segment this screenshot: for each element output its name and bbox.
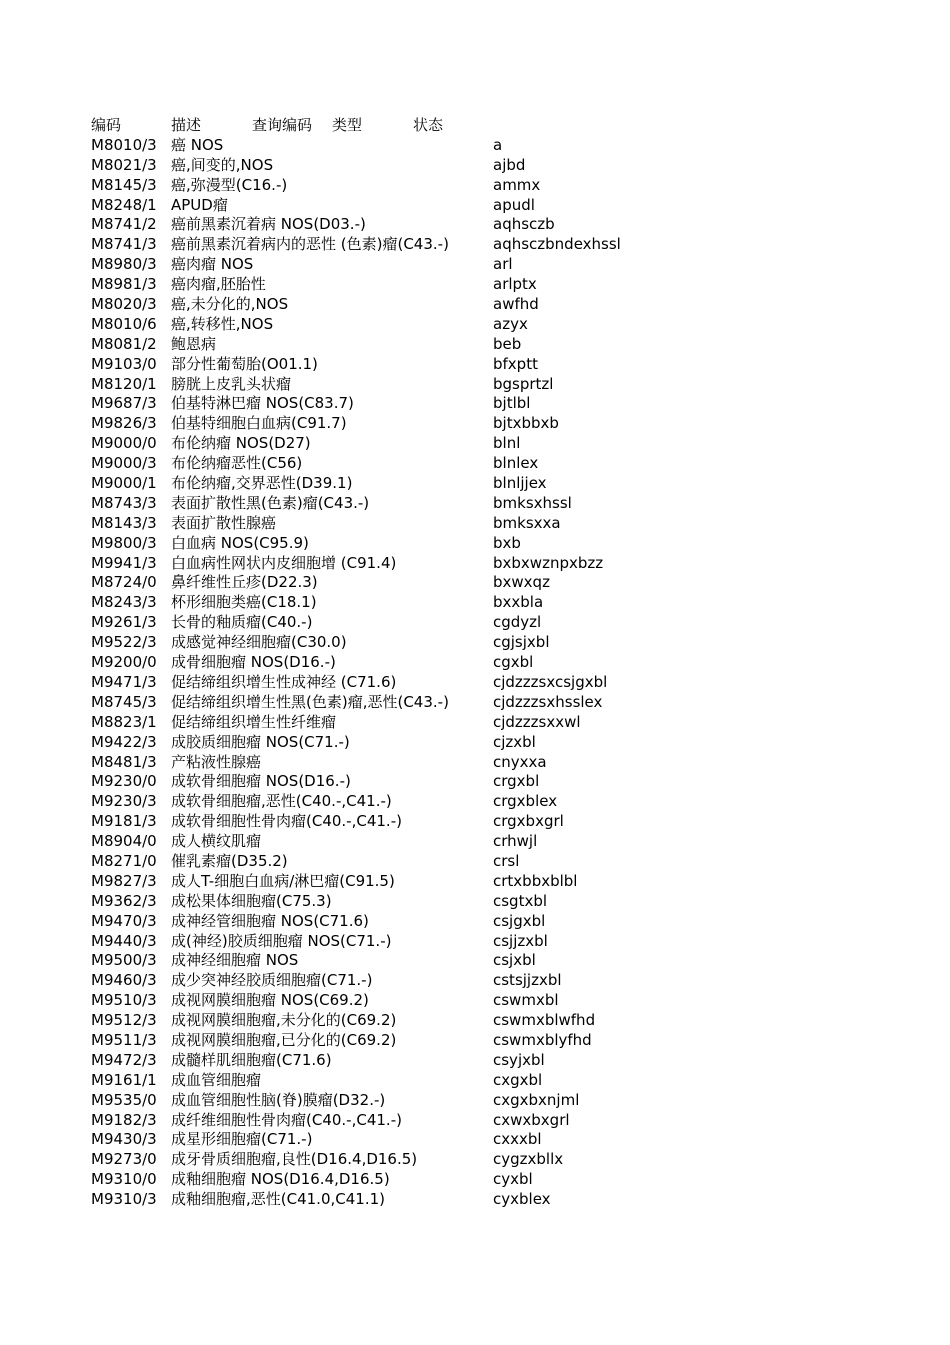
row-query: blnl [493,434,521,453]
row-desc: 癌肉瘤,胚胎性 [171,275,266,294]
row-desc: 产粘液性腺癌 [171,752,262,771]
row-query: bxb [493,533,521,552]
table-row [91,792,851,812]
table-row [91,136,851,156]
row-code: M8904/0 [91,832,157,851]
row-desc: 成软骨细胞瘤 NOS(D16.-) [171,772,351,791]
row-desc: 促结缔组织增生性黑(色素)瘤,恶性(C43.-) [171,692,449,711]
row-code: M9470/3 [91,911,157,930]
row-code: M9472/3 [91,1050,157,1069]
row-code: M9310/3 [91,1190,157,1209]
row-query: aqhsczb [493,215,555,234]
row-desc: 膀胱上皮乳头状瘤 [171,374,292,393]
row-code: M9230/3 [91,792,157,811]
row-query: cjdzzzsxxwl [493,712,581,731]
row-query: csjgxbl [493,911,546,930]
table-row [91,772,851,792]
row-code: M8724/0 [91,573,157,592]
row-code: M9430/3 [91,1130,157,1149]
row-desc: 布伦纳瘤恶性(C56) [171,454,303,473]
row-query: bjtlbl [493,394,531,413]
row-query: cstsjjzxbl [493,971,562,990]
row-code: M8010/3 [91,135,157,154]
row-query: cswmxbl [493,991,559,1010]
table-row [91,812,851,832]
table-row [91,593,851,613]
table-row [91,414,851,434]
row-desc: 成少突神经胶质细胞瘤(C71.-) [171,971,373,990]
row-query: crgxbxgrl [493,812,564,831]
table-row [91,1170,851,1190]
table-row [91,215,851,235]
row-query: ammx [493,175,541,194]
table-row [91,693,851,713]
row-code: M8741/2 [91,215,157,234]
row-query: bjtxbbxb [493,414,559,433]
table-row [91,991,851,1011]
row-code: M9511/3 [91,1030,157,1049]
table-row [91,156,851,176]
row-desc: 成软骨细胞瘤,恶性(C40.-,C41.-) [171,792,392,811]
row-query: awfhd [493,295,539,314]
row-desc: 表面扩散性黑(色素)瘤(C43.-) [171,493,370,512]
row-code: M9500/3 [91,951,157,970]
row-desc: 成神经细胞瘤 NOS [171,951,299,970]
table-row [91,753,851,773]
row-query: blnlex [493,454,539,473]
row-query: cyxblex [493,1190,551,1209]
row-query: cxwxbxgrl [493,1110,570,1129]
table-row [91,355,851,375]
row-query: cjdzzzsxcsjgxbl [493,672,608,691]
table-row [91,1111,851,1131]
table-row [91,1150,851,1170]
row-desc: 成星形细胞瘤(C71.-) [171,1130,313,1149]
row-desc: 癌 NOS [171,135,224,154]
row-code: M8271/0 [91,851,157,870]
row-query: cgjsjxbl [493,633,550,652]
row-query: cgdyzl [493,613,542,632]
row-desc: 白血病性网状内皮细胞增 (C91.4) [171,553,397,572]
row-query: bxwxqz [493,573,550,592]
table-row [91,713,851,733]
row-desc: 成血管细胞瘤 [171,1070,262,1089]
header-status: 状态 [413,116,444,134]
row-desc: 成软骨细胞性骨肉瘤(C40.-,C41.-) [171,812,402,831]
row-code: M8248/1 [91,195,157,214]
row-query: crtxbbxblbl [493,871,578,890]
table-row [91,275,851,295]
row-code: M9471/3 [91,672,157,691]
row-code: M9460/3 [91,971,157,990]
row-desc: 成髓样肌细胞瘤(C71.6) [171,1050,332,1069]
table-row [91,295,851,315]
row-code: M9535/0 [91,1090,157,1109]
row-desc: 成人横纹肌瘤 [171,832,262,851]
table-row [91,1011,851,1031]
row-query: csjxbl [493,951,536,970]
row-query: csjjzxbl [493,931,548,950]
row-code: M9687/3 [91,394,157,413]
row-query: cnyxxa [493,752,547,771]
row-code: M8120/1 [91,374,157,393]
row-code: M9273/0 [91,1150,157,1169]
row-query: aqhsczbndexhssl [493,235,621,254]
table-row [91,235,851,255]
row-query: beb [493,334,522,353]
table-row [91,1031,851,1051]
row-code: M9826/3 [91,414,157,433]
table-row [91,892,851,912]
row-desc: 成神经管细胞瘤 NOS(C71.6) [171,911,369,930]
row-desc: 伯基特淋巴瘤 NOS(C83.7) [171,394,354,413]
table-row [91,573,851,593]
row-desc: 成人T-细胞白血病/淋巴瘤(C91.5) [171,871,395,890]
row-code: M9200/0 [91,653,157,672]
row-code: M9440/3 [91,931,157,950]
row-code: M9941/3 [91,553,157,572]
row-desc: 伯基特细胞白血病(C91.7) [171,414,347,433]
table-row [91,335,851,355]
table-row [91,1071,851,1091]
row-desc: 杯形细胞类癌(C18.1) [171,593,317,612]
table-row [91,454,851,474]
row-code: M9261/3 [91,613,157,632]
table-row [91,633,851,653]
row-code: M8745/3 [91,692,157,711]
row-query: cjdzzzsxhsslex [493,692,603,711]
row-query: cgxbl [493,653,534,672]
row-query: arl [493,255,513,274]
row-desc: 促结缔组织增生性纤维瘤 [171,712,337,731]
header-query: 查询编码 [252,116,313,134]
table-row [91,394,851,414]
table-row [91,1190,851,1210]
row-desc: 癌,转移性,NOS [171,314,274,333]
row-query: crhwjl [493,832,538,851]
row-desc: 表面扩散性腺癌 [171,513,277,532]
row-code: M8823/1 [91,712,157,731]
row-query: cxgxbxnjml [493,1090,580,1109]
table-row [91,196,851,216]
row-code: M8143/3 [91,513,157,532]
row-query: bgsprtzl [493,374,554,393]
row-desc: 成骨细胞瘤 NOS(D16.-) [171,653,336,672]
row-desc: 促结缔组织增生性成神经 (C71.6) [171,672,397,691]
row-query: ajbd [493,155,526,174]
row-code: M9000/1 [91,474,157,493]
row-desc: 白血病 NOS(C95.9) [171,533,309,552]
table-header [91,116,851,136]
row-code: M8010/6 [91,314,157,333]
table-row [91,375,851,395]
row-query: cyxbl [493,1170,533,1189]
header-type: 类型 [332,116,363,134]
header-desc: 描述 [171,116,202,134]
row-desc: 成(神经)胶质细胞瘤 NOS(C71.-) [171,931,392,950]
row-query: a [493,135,503,154]
row-desc: 成感觉神经细胞瘤(C30.0) [171,633,347,652]
row-code: M9161/1 [91,1070,157,1089]
table-row [91,832,851,852]
table-row [91,872,851,892]
row-desc: 成釉细胞瘤,恶性(C41.0,C41.1) [171,1190,385,1209]
row-desc: 癌,未分化的,NOS [171,295,289,314]
row-desc: 部分性葡萄胎(O01.1) [171,354,318,373]
table-row [91,474,851,494]
table-body [91,136,851,1210]
table-row [91,971,851,991]
row-query: cygzxbllx [493,1150,564,1169]
row-code: M9362/3 [91,891,157,910]
row-desc: 成视网膜细胞瘤 NOS(C69.2) [171,991,369,1010]
row-desc: 成胶质细胞瘤 NOS(C71.-) [171,732,350,751]
row-code: M9103/0 [91,354,157,373]
table-row [91,315,851,335]
row-code: M9510/3 [91,991,157,1010]
row-code: M8081/2 [91,334,157,353]
row-desc: 布伦纳瘤,交界恶性(D39.1) [171,474,353,493]
row-query: crsl [493,851,520,870]
table-row [91,554,851,574]
row-code: M8243/3 [91,593,157,612]
row-desc: 鼻纤维性丘疹(D22.3) [171,573,318,592]
table-row [91,951,851,971]
row-query: azyx [493,314,528,333]
row-query: csyjxbl [493,1050,545,1069]
row-code: M9422/3 [91,732,157,751]
row-code: M8020/3 [91,295,157,314]
row-code: M9800/3 [91,533,157,552]
row-code: M8021/3 [91,155,157,174]
row-code: M8743/3 [91,493,157,512]
row-code: M9827/3 [91,871,157,890]
table-row [91,534,851,554]
row-desc: 布伦纳瘤 NOS(D27) [171,434,311,453]
row-desc: APUD瘤 [171,195,228,214]
table-row [91,255,851,275]
row-code: M9181/3 [91,812,157,831]
row-code: M9000/0 [91,434,157,453]
row-desc: 癌肉瘤 NOS [171,255,254,274]
row-query: cswmxblwfhd [493,1011,596,1030]
table-row [91,1051,851,1071]
row-query: bxxbla [493,593,544,612]
table-row [91,932,851,952]
row-desc: 成视网膜细胞瘤,未分化的(C69.2) [171,1011,397,1030]
row-desc: 催乳素瘤(D35.2) [171,851,288,870]
table-row [91,176,851,196]
row-query: arlptx [493,275,537,294]
row-query: crgxbl [493,772,540,791]
row-desc: 成血管细胞性脑(脊)膜瘤(D32.-) [171,1090,386,1109]
row-desc: 癌,间变的,NOS [171,155,274,174]
row-code: M8981/3 [91,275,157,294]
row-desc: 鲍恩病 [171,334,217,353]
row-query: bfxptt [493,354,538,373]
row-desc: 长骨的釉质瘤(C40.-) [171,613,313,632]
table-row [91,613,851,633]
row-desc: 癌前黑素沉着病内的恶性 (色素)瘤(C43.-) [171,235,449,254]
row-query: apudl [493,195,535,214]
row-code: M9310/0 [91,1170,157,1189]
row-code: M8741/3 [91,235,157,254]
row-desc: 成松果体细胞瘤(C75.3) [171,891,332,910]
row-code: M9000/3 [91,454,157,473]
row-code: M9182/3 [91,1110,157,1129]
row-code: M9230/0 [91,772,157,791]
row-query: cxgxbl [493,1070,543,1089]
row-query: bmksxxa [493,513,561,532]
table-row [91,1130,851,1150]
row-code: M8980/3 [91,255,157,274]
table-row [91,733,851,753]
row-query: bxbxwznpxbzz [493,553,604,572]
row-code: M9512/3 [91,1011,157,1030]
row-desc: 成牙骨质细胞瘤,良性(D16.4,D16.5) [171,1150,418,1169]
row-code: M9522/3 [91,633,157,652]
table-row [91,653,851,673]
row-query: cswmxblyfhd [493,1030,592,1049]
row-desc: 成纤维细胞性骨肉瘤(C40.-,C41.-) [171,1110,402,1129]
row-query: bmksxhssl [493,493,572,512]
table-row [91,514,851,534]
row-query: cjzxbl [493,732,536,751]
table-row [91,912,851,932]
table-row [91,1091,851,1111]
table-row [91,852,851,872]
code-table [91,116,851,1210]
row-desc: 癌前黑素沉着病 NOS(D03.-) [171,215,366,234]
row-query: csgtxbl [493,891,548,910]
table-row [91,434,851,454]
header-code: 编码 [91,116,122,134]
row-desc: 成视网膜细胞瘤,已分化的(C69.2) [171,1030,397,1049]
row-query: cxxxbl [493,1130,542,1149]
row-desc: 成釉细胞瘤 NOS(D16.4,D16.5) [171,1170,390,1189]
row-code: M8481/3 [91,752,157,771]
table-row [91,494,851,514]
table-row [91,673,851,693]
row-query: crgxblex [493,792,558,811]
row-desc: 癌,弥漫型(C16.-) [171,175,288,194]
row-query: blnljjex [493,474,547,493]
row-code: M8145/3 [91,175,157,194]
